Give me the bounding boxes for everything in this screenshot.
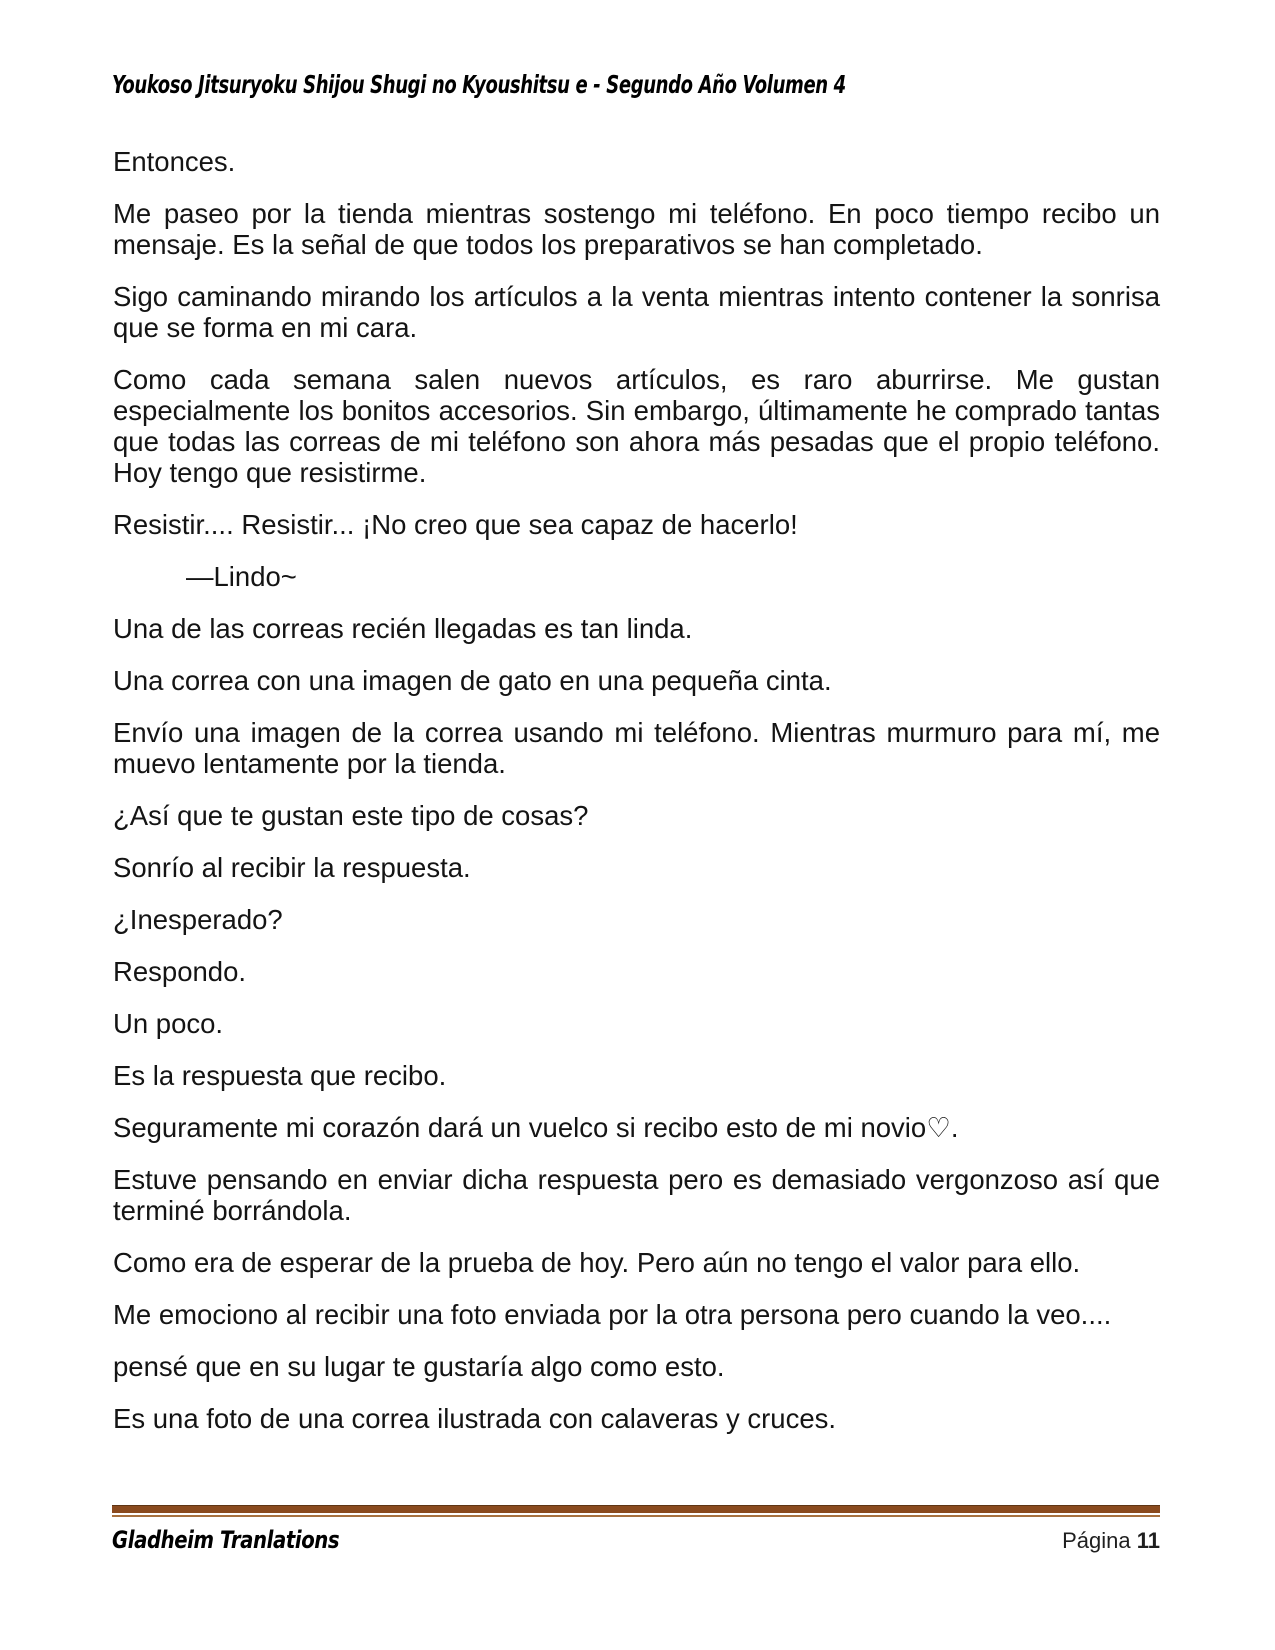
page-body [113, 146, 1160, 1455]
footer-page-word: Página [1062, 1528, 1131, 1553]
footer-page-number: 11 [1136, 1528, 1160, 1553]
paragraph: Seguramente mi corazón dará un vuelco si recibo esto de mi novio♡. [113, 1112, 959, 1143]
paragraph: Me paseo por la tienda mientras sostengo mi teléfono. En poco tiempo recibo un mensaje. Es la señal de que todos los preparativos se han completado. [113, 198, 1160, 260]
footer-page-label [1062, 1528, 1160, 1554]
paragraph: Resistir.... Resistir... ¡No creo que sea capaz de hacerlo! [113, 509, 798, 540]
paragraph: Entonces. [113, 146, 236, 177]
paragraph: Es la respuesta que recibo. [113, 1060, 447, 1091]
paragraph-dialogue: —Lindo~ [186, 561, 297, 592]
paragraph: Me emociono al recibir una foto enviada por la otra persona pero cuando la veo.... [113, 1299, 1112, 1330]
footer-translator-name: Gladheim Tranlations [112, 1526, 340, 1554]
paragraph: ¿Así que te gustan este tipo de cosas? [113, 800, 589, 831]
paragraph: Como era de esperar de la prueba de hoy. Pero aún no tengo el valor para ello. [113, 1247, 1081, 1278]
paragraph: Sigo caminando mirando los artículos a la venta mientras intento contener la sonrisa que se forma en mi cara. [113, 281, 1160, 343]
footer-row [112, 1526, 1160, 1554]
paragraph: Sonrío al recibir la respuesta. [113, 852, 471, 883]
footer-divider-rule [112, 1505, 1160, 1517]
paragraph: Estuve pensando en enviar dicha respuesta pero es demasiado vergonzoso así que terminé borrándola. [113, 1164, 1160, 1226]
paragraph: Un poco. [113, 1008, 224, 1039]
paragraph: pensé que en su lugar te gustaría algo como esto. [113, 1351, 725, 1382]
header-title: Youkoso Jitsuryoku Shijou Shugi no Kyoushitsu e - Segundo Año Volumen 4 [112, 70, 846, 99]
paragraph: Respondo. [113, 956, 247, 987]
paragraph: Envío una imagen de la correa usando mi teléfono. Mientras murmuro para mí, me muevo lentamente por la tienda. [113, 717, 1160, 779]
paragraph: Como cada semana salen nuevos artículos, es raro aburrirse. Me gustan especialmente los bonitos accesorios. Sin embargo, últimamente he comprado tantas que todas las correas de mi teléfono son ahora más pesadas que el propio teléfono. Hoy tengo que resistirme. [113, 364, 1160, 488]
paragraph: Una de las correas recién llegadas es tan linda. [113, 613, 693, 644]
paragraph: ¿Inesperado? [113, 904, 283, 935]
paragraph: Una correa con una imagen de gato en una pequeña cinta. [113, 665, 832, 696]
paragraph: Es una foto de una correa ilustrada con calaveras y cruces. [113, 1403, 837, 1434]
